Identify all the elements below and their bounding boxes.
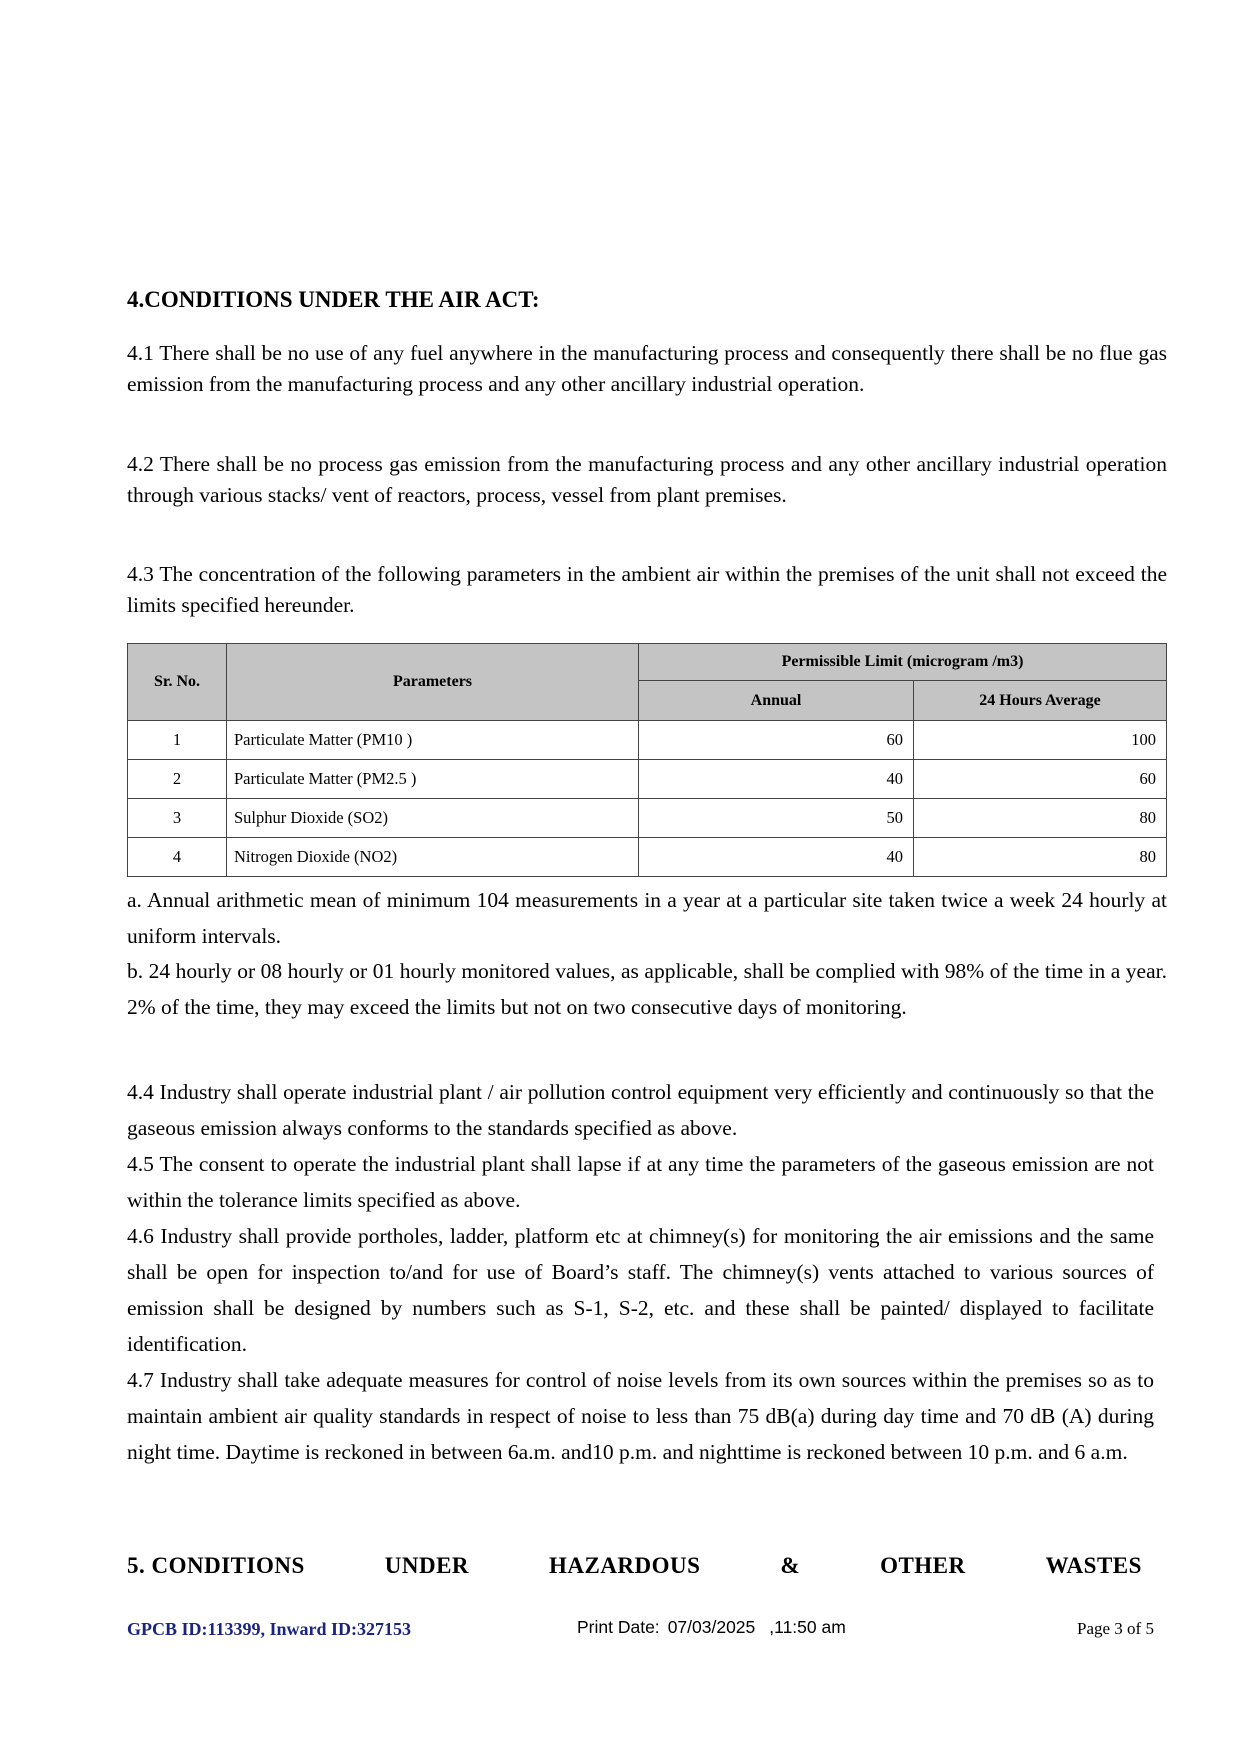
paragraph-4-1: 4.1 There shall be no use of any fuel anywhere in the manufacturing process and consequently there shall be no flue gas emission from the manufacturing process and any other ancillary industrial operation. xyxy=(127,341,1167,396)
section-5-word: OTHER xyxy=(880,1553,966,1578)
row-annual-value: 40 xyxy=(639,838,914,877)
row-24h-value: 60 xyxy=(914,760,1167,799)
section-5-word: 5. CONDITIONS xyxy=(127,1553,305,1578)
section-5-word: WASTES xyxy=(1045,1553,1142,1578)
row-annual-value: 40 xyxy=(639,760,914,799)
header-parameters: Parameters xyxy=(227,644,639,721)
row-parameter: Particulate Matter (PM10 ) xyxy=(227,721,639,760)
air-quality-limits-table xyxy=(127,643,1167,877)
paragraph-4-3: 4.3 The concentration of the following parameters in the ambient air within the premises of the unit shall not exceed the limits specified hereunder. xyxy=(127,562,1167,617)
row-annual-value: 60 xyxy=(639,721,914,760)
print-date-label: Print Date: xyxy=(577,1617,660,1637)
row-sr-no: 4 xyxy=(128,838,227,877)
note-b: b. 24 hourly or 08 hourly or 01 hourly monitored values, as applicable, shall be complied with 98% of the time in a year. 2% of the time, they may exceed the limits but not on two consecutive days of monitoring. xyxy=(127,959,1167,1019)
row-24h-value: 80 xyxy=(914,838,1167,877)
section-5-word: & xyxy=(780,1553,801,1578)
footer-page-number: Page 3 of 5 xyxy=(1077,1619,1154,1638)
row-annual-value: 50 xyxy=(639,799,914,838)
row-sr-no: 1 xyxy=(128,721,227,760)
header-permissible-limit: Permissible Limit (microgram /m3) xyxy=(639,644,1167,681)
header-24-hours-average: 24 Hours Average xyxy=(914,681,1167,721)
paragraph-4-6: 4.6 Industry shall provide portholes, ladder, platform etc at chimney(s) for monitoring the air emissions and the same shall be open for inspection to/and for use of Board’s staff. The chimney(s) vents attached to various sources of emission shall be designed by numbers such as S-1, S-2, etc. and these shall be painted/ displayed to facilitate identification. xyxy=(127,1224,1154,1356)
paragraph-4-5: 4.5 The consent to operate the industrial plant shall lapse if at any time the parameters of the gaseous emission are not within the tolerance limits specified as above. xyxy=(127,1152,1154,1212)
row-sr-no: 2 xyxy=(128,760,227,799)
paragraph-4-7: 4.7 Industry shall take adequate measures for control of noise levels from its own sources within the premises so as to maintain ambient air quality standards in respect of noise to less than 75 dB(a) during day time and 70 dB (A) during night time. Daytime is reckoned in between 6a.m. and10 p.m. and nighttime is reckoned between 10 p.m. and 6 a.m. xyxy=(127,1368,1154,1464)
table-row xyxy=(128,721,1167,760)
section-5-title xyxy=(127,1553,1142,1579)
table-row xyxy=(128,760,1167,799)
header-annual: Annual xyxy=(639,681,914,721)
paragraph-4-2: 4.2 There shall be no process gas emission from the manufacturing process and any other ancillary industrial operation through various stacks/ vent of reactors, process, vessel from plant premises. xyxy=(127,452,1167,507)
table-row xyxy=(128,838,1167,877)
table-header-row xyxy=(128,644,1167,681)
row-parameter: Sulphur Dioxide (SO2) xyxy=(227,799,639,838)
table-row xyxy=(128,799,1167,838)
row-parameter: Nitrogen Dioxide (NO2) xyxy=(227,838,639,877)
row-parameter: Particulate Matter (PM2.5 ) xyxy=(227,760,639,799)
header-sr-no: Sr. No. xyxy=(128,644,227,721)
footer-print-date xyxy=(577,1617,846,1638)
row-sr-no: 3 xyxy=(128,799,227,838)
print-date-value: 07/03/2025 xyxy=(667,1617,756,1637)
paragraph-4-4: 4.4 Industry shall operate industrial plant / air pollution control equipment very efficiently and continuously so that the gaseous emission always conforms to the standards specified as above. xyxy=(127,1080,1154,1140)
note-a: a. Annual arithmetic mean of minimum 104 measurements in a year at a particular site taken twice a week 24 hourly at uniform intervals. xyxy=(127,888,1167,948)
section-4-title: 4.CONDITIONS UNDER THE AIR ACT: xyxy=(127,287,540,312)
section-5-word: UNDER xyxy=(384,1553,470,1578)
print-time-value: ,11:50 am xyxy=(769,1617,846,1637)
row-24h-value: 100 xyxy=(914,721,1167,760)
row-24h-value: 80 xyxy=(914,799,1167,838)
section-5-word: HAZARDOUS xyxy=(548,1553,701,1578)
footer-gpcb-inward-id: GPCB ID:113399, Inward ID:327153 xyxy=(127,1619,412,1639)
